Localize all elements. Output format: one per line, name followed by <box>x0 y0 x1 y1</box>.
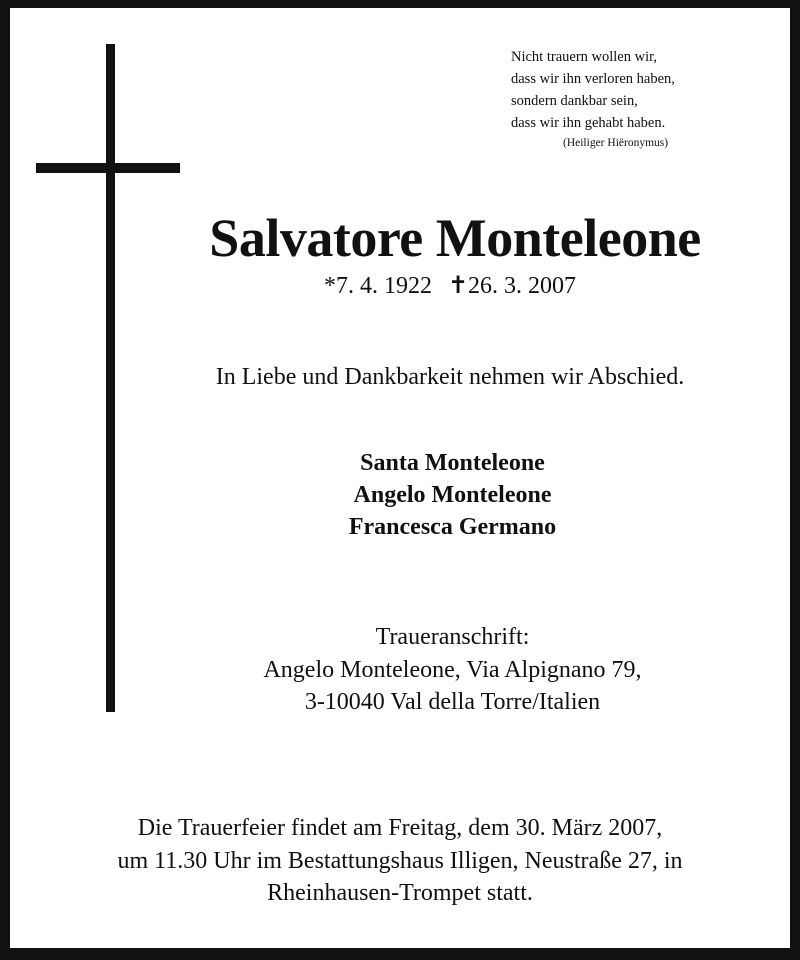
epigraph-line: dass wir ihn verloren haben, <box>511 71 675 87</box>
cross-icon-bar <box>36 163 180 173</box>
address-line: 3-10040 Val della Torre/Italien <box>304 689 601 715</box>
service-line: Rheinhausen-Trompet statt. <box>267 880 533 906</box>
deceased-name: Salvatore Monteleone <box>209 208 701 268</box>
cross-icon <box>106 44 115 712</box>
epigraph-line: sondern dankbar sein, <box>511 93 638 109</box>
death-date: ✝26. 3. 2007 <box>447 273 577 299</box>
service-line: um 11.30 Uhr im Bestattungshaus Illigen, Neustraße 27, in <box>117 847 683 874</box>
life-dates <box>250 270 650 302</box>
epigraph-line: dass wir ihn gehabt haben. <box>511 115 666 131</box>
address-heading: Traueranschrift: <box>375 624 530 650</box>
epigraph <box>511 46 751 151</box>
family-member: Angelo Monteleone <box>353 482 552 508</box>
birth-date: *7. 4. 1922 <box>323 273 432 299</box>
address-line: Angelo Monteleone, Via Alpignano 79, <box>263 656 642 683</box>
family-list <box>250 447 655 543</box>
funeral-service-info <box>40 812 760 910</box>
mourning-address <box>200 621 705 719</box>
family-member: Francesca Germano <box>348 514 557 540</box>
epigraph-source: (Heiliger Hiëronymus) <box>563 137 669 149</box>
farewell-text: In Liebe und Dankbarkeit nehmen wir Abschied. <box>215 364 685 390</box>
epigraph-line: Nicht trauern wollen wir, <box>511 49 657 65</box>
service-line: Die Trauerfeier findet am Freitag, dem 30. März 2007, <box>137 815 663 841</box>
family-member: Santa Monteleone <box>360 450 545 476</box>
